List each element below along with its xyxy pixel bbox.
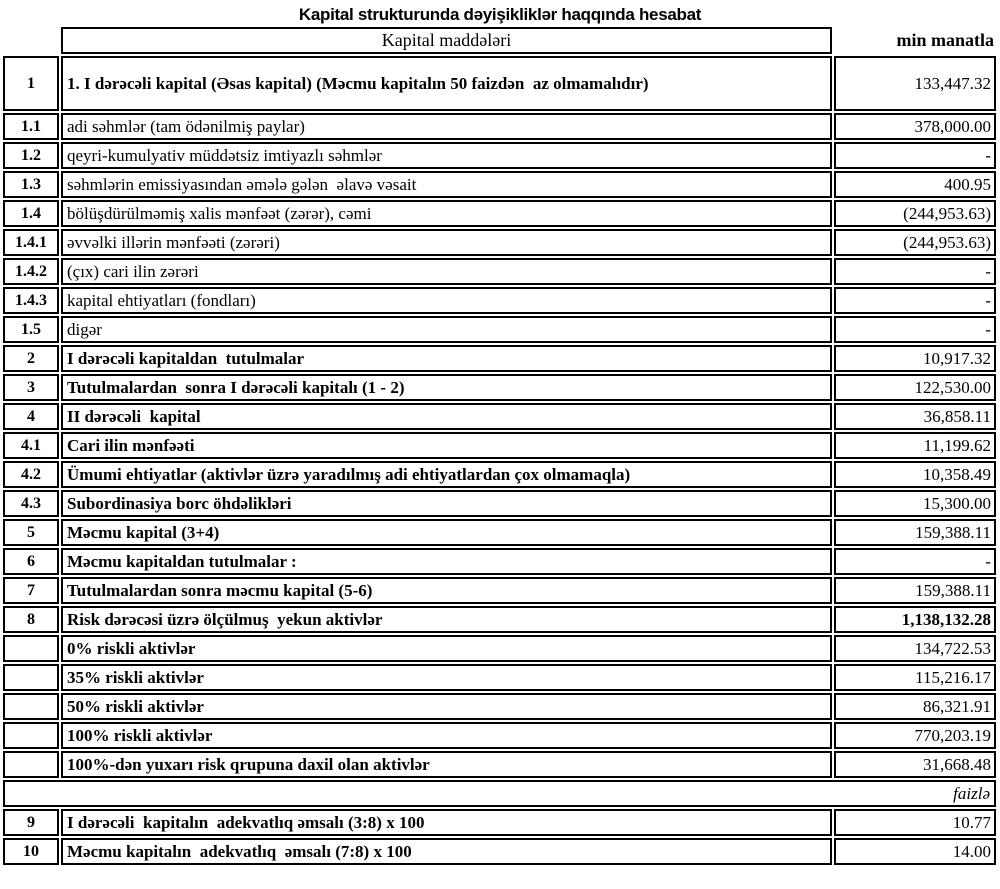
row-no: 6: [3, 548, 59, 575]
row-label: digər: [61, 316, 832, 343]
row-label: Məcmu kapital (3+4): [61, 519, 832, 546]
table-row: [3, 577, 996, 604]
capital-structure-table: [1, 25, 998, 867]
row-no: [3, 635, 59, 662]
header-row: [3, 27, 996, 54]
table-row: [3, 316, 996, 343]
table-row: [3, 56, 996, 111]
row-value: 10,917.32: [834, 345, 996, 372]
row-label: adi səhmlər (tam ödənilmiş paylar): [61, 113, 832, 140]
row-label: kapital ehtiyatları (fondları): [61, 287, 832, 314]
row-value: 10,358.49: [834, 461, 996, 488]
row-label: 1. I dərəcəli kapital (Əsas kapital) (Məcmu kapitalın 50 faizdən az olmamalıdır): [61, 56, 832, 111]
row-label: Risk dərəcəsi üzrə ölçülmuş yekun aktivlər: [61, 606, 832, 633]
row-value: 115,216.17: [834, 664, 996, 691]
row-label: Subordinasiya borc öhdəlikləri: [61, 490, 832, 517]
row-label: Ümumi ehtiyatlar (aktivlər üzrə yaradılmış adi ehtiyatlardan çox olmamaqla): [61, 461, 832, 488]
row-label: Məcmu kapitaldan tutulmalar :: [61, 548, 832, 575]
table-row: [3, 751, 996, 778]
table-row: [3, 403, 996, 430]
row-no: 1.2: [3, 142, 59, 169]
row-no: 1.4: [3, 200, 59, 227]
header-unit-label: min manatla: [896, 30, 994, 50]
row-value: 36,858.11: [834, 403, 996, 430]
row-label: Cari ilin mənfəəti: [61, 432, 832, 459]
row-value: 122,530.00: [834, 374, 996, 401]
table-row: [3, 519, 996, 546]
row-label: əvvəlki illərin mənfəəti (zərəri): [61, 229, 832, 256]
table-row: [3, 693, 996, 720]
row-value: -: [834, 142, 996, 169]
row-label: I dərəcəli kapitalın adekvatlıq əmsalı (3:8) x 100: [61, 809, 832, 836]
row-no: [3, 722, 59, 749]
table-row: [3, 664, 996, 691]
row-value: 11,199.62: [834, 432, 996, 459]
row-value: 134,722.53: [834, 635, 996, 662]
row-value: 14.00: [834, 838, 996, 865]
row-no: 10: [3, 838, 59, 865]
row-no: 4.2: [3, 461, 59, 488]
row-value: 159,388.11: [834, 577, 996, 604]
table-row: [3, 606, 996, 633]
row-no: 1.3: [3, 171, 59, 198]
row-no: 4.1: [3, 432, 59, 459]
row-value: 10.77: [834, 809, 996, 836]
table-row: [3, 838, 996, 865]
row-label: Tutulmalardan sonra I dərəcəli kapitalı (1 - 2): [61, 374, 832, 401]
table-row: [3, 809, 996, 836]
table-row: [3, 432, 996, 459]
table-row: [3, 113, 996, 140]
page-title: Kapital strukturunda dəyişikliklər haqqında hesabat: [298, 5, 702, 24]
row-label: Tutulmalardan sonra məcmu kapital (5-6): [61, 577, 832, 604]
row-label: II dərəcəli kapital: [61, 403, 832, 430]
table-row: [3, 142, 996, 169]
row-no: 1.4.1: [3, 229, 59, 256]
header-empty-cell: [3, 27, 59, 54]
row-value: 1,138,132.28: [834, 606, 996, 633]
row-value: 31,668.48: [834, 751, 996, 778]
row-label: səhmlərin emissiyasından əmələ gələn əlavə vəsait: [61, 171, 832, 198]
row-label: Məcmu kapitalın adekvatlıq əmsalı (7:8) x 100: [61, 838, 832, 865]
row-value: -: [834, 258, 996, 285]
table-row: [3, 287, 996, 314]
row-no: 4.3: [3, 490, 59, 517]
row-no: [3, 693, 59, 720]
row-value: 15,300.00: [834, 490, 996, 517]
row-no: 1.4.3: [3, 287, 59, 314]
row-value: 770,203.19: [834, 722, 996, 749]
row-value: (244,953.63): [834, 200, 996, 227]
row-no: [3, 664, 59, 691]
table-row: [3, 171, 996, 198]
table-row: [3, 345, 996, 372]
row-value: (244,953.63): [834, 229, 996, 256]
row-value: 378,000.00: [834, 113, 996, 140]
row-label: (çıx) cari ilin zərəri: [61, 258, 832, 285]
row-label: bölüşdürülməmiş xalis mənfəət (zərər), cəmi: [61, 200, 832, 227]
table-row: [3, 635, 996, 662]
row-value: 86,321.91: [834, 693, 996, 720]
row-no: 1.5: [3, 316, 59, 343]
row-label: 50% riskli aktivlər: [61, 693, 832, 720]
row-label: I dərəcəli kapitaldan tutulmalar: [61, 345, 832, 372]
row-value: 400.95: [834, 171, 996, 198]
table-row: [3, 200, 996, 227]
row-value: 159,388.11: [834, 519, 996, 546]
row-no: 7: [3, 577, 59, 604]
table-row: [3, 548, 996, 575]
row-label: 100%-dən yuxarı risk qrupuna daxil olan aktivlər: [61, 751, 832, 778]
table-row: [3, 258, 996, 285]
row-no: 4: [3, 403, 59, 430]
row-no: [3, 751, 59, 778]
header-items-label: Kapital maddələri: [61, 27, 832, 54]
row-no: 1.1: [3, 113, 59, 140]
table-row: [3, 722, 996, 749]
row-value: -: [834, 287, 996, 314]
row-no: 8: [3, 606, 59, 633]
row-value: 133,447.32: [834, 56, 996, 111]
row-label: 100% riskli aktivlər: [61, 722, 832, 749]
percent-unit-label: faizlə: [3, 780, 996, 807]
row-label: 35% riskli aktivlər: [61, 664, 832, 691]
percent-unit-row: [3, 780, 996, 807]
row-no: 1.4.2: [3, 258, 59, 285]
row-label: qeyri-kumulyativ müddətsiz imtiyazlı səhmlər: [61, 142, 832, 169]
row-no: 1: [3, 56, 59, 111]
row-no: 3: [3, 374, 59, 401]
row-value: -: [834, 316, 996, 343]
row-label: 0% riskli aktivlər: [61, 635, 832, 662]
row-no: 2: [3, 345, 59, 372]
table-row: [3, 374, 996, 401]
table-row: [3, 229, 996, 256]
row-no: 9: [3, 809, 59, 836]
table-row: [3, 490, 996, 517]
row-value: -: [834, 548, 996, 575]
row-no: 5: [3, 519, 59, 546]
table-row: [3, 461, 996, 488]
